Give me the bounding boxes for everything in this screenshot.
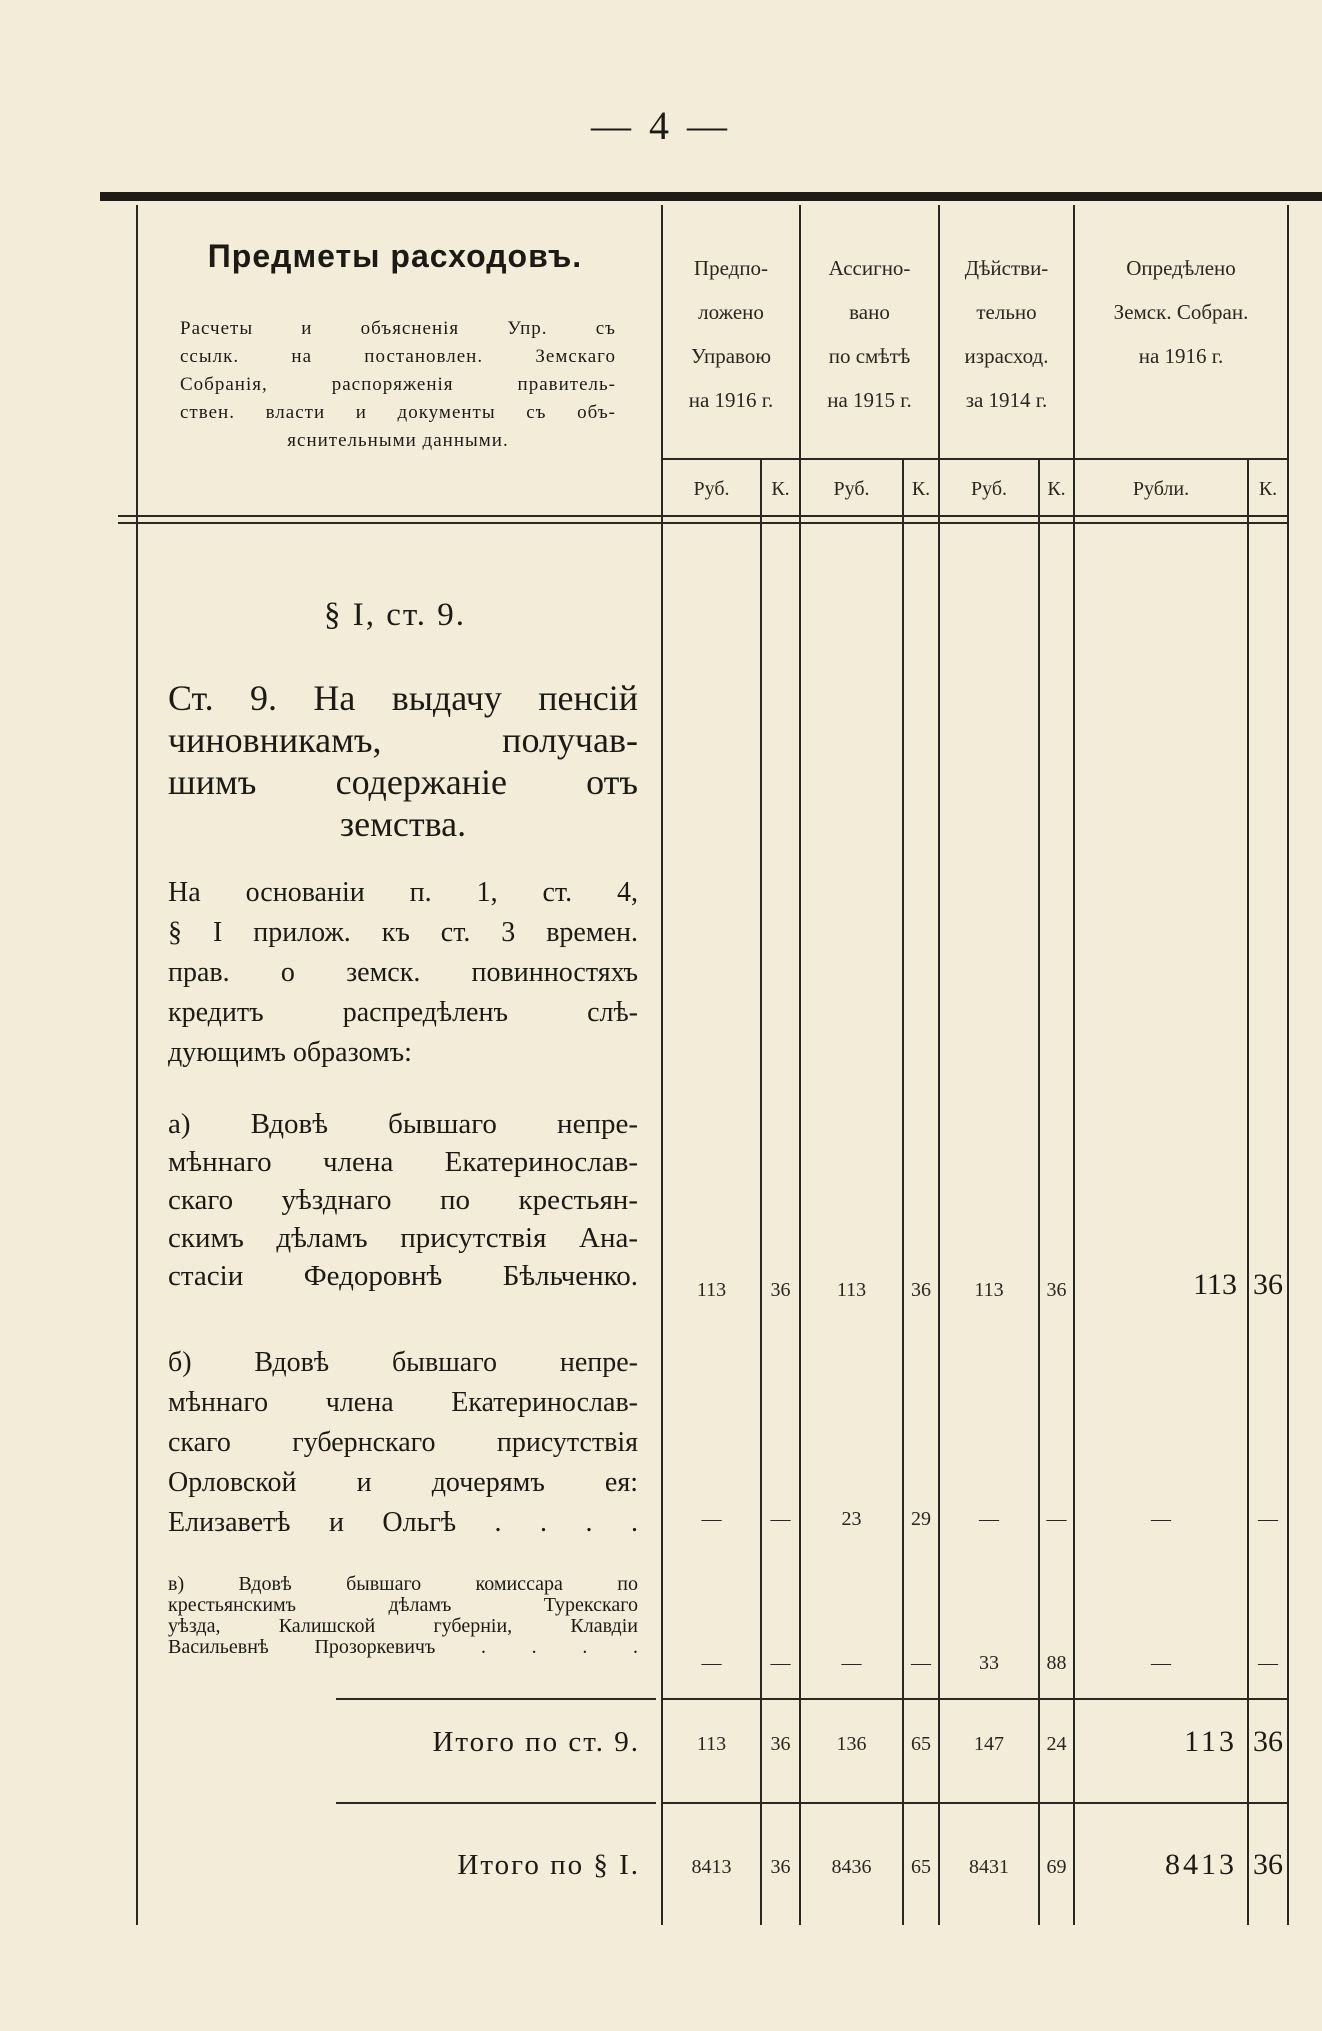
unit-kop-3: К. [1047, 478, 1066, 500]
row-b-determined-rub: — [1151, 1508, 1171, 1530]
row-a-determined-kop: 36 [1253, 1268, 1283, 1301]
item-v-text: в) Вдовѣ бывшаго комиссара по крестьянскимъ дѣламъ Турекскаго уѣзда, Калишской губерніи, Клавдіи Васильевнѣ Прозоркевичъ . . . . [168, 1573, 638, 1658]
row-a-determined-rub: 113 [1193, 1268, 1237, 1301]
kop-divider-4 [1247, 460, 1249, 1925]
column-divider-4 [1073, 205, 1075, 1925]
unit-kop-4: К. [1258, 478, 1278, 500]
page-number: — 4 — [591, 103, 731, 148]
item-b-text: б) Вдовѣ бывшаго непре- мѣннаго члена Екатеринослав- скаго губернскаго присутствія Орловской и дочерямъ ея: Елизаветѣ и Ольгѣ . . . . [168, 1347, 638, 1538]
row-b-spent-kop: — [1046, 1508, 1067, 1530]
total-I-determined-kop: 36 [1253, 1848, 1283, 1881]
total-9-spent-kop: 24 [1046, 1733, 1067, 1755]
row-b-assigned-rub: 23 [841, 1508, 862, 1530]
header-col-proposed: Предпо- ложено Управою на 1916 г. [688, 256, 774, 412]
header-col-assigned: Ассигно- вано по смѣтѣ на 1915 г. [827, 256, 912, 412]
row-v-assigned-kop: — [911, 1652, 931, 1674]
article-heading: Ст. 9. На выдачу пенсій чиновникамъ, получав- шимъ содержаніе отъ земства. [168, 678, 638, 844]
header-note: Расчеты и объясненія Упр. съ ссылк. на постановлен. Земскаго Собранія, распоряженія правитель- ствен. власти и документы съ объ- яснительными данными. [180, 318, 616, 451]
total-9-determined-rub: 113 [1184, 1725, 1237, 1758]
total-9-determined-kop: 36 [1253, 1725, 1283, 1758]
header-col-determined: Опредѣлено Земск. Собран. на 1916 г. [1113, 256, 1249, 368]
total-9-proposed-kop: 36 [770, 1733, 791, 1755]
row-b-assigned-kop: 29 [911, 1508, 931, 1530]
row-v-assigned-rub: — [841, 1652, 862, 1674]
total-9-proposed-rub: 113 [696, 1733, 727, 1755]
unit-rub-2: Руб. [833, 478, 870, 500]
row-v-determined-kop: — [1258, 1652, 1278, 1674]
item-a-text: а) Вдовѣ бывшаго непре- мѣннаго члена Екатеринослав- скаго уѣзднаго по крестьян- скимъ дѣламъ присутствія Ана- стасіи Федоровнѣ Бѣльченко. [168, 1108, 638, 1292]
top-rule [100, 192, 1322, 201]
header-unit-rule [661, 458, 1289, 460]
row-a-assigned-kop: 36 [911, 1279, 931, 1301]
total-I-proposed-kop: 36 [770, 1856, 791, 1878]
row-v-spent-kop: 88 [1046, 1652, 1067, 1674]
total-9-spent-rub: 147 [974, 1733, 1004, 1755]
row-b-proposed-rub: — [701, 1508, 722, 1530]
total-I-assigned-rub: 8436 [831, 1856, 872, 1878]
total-I-spent-rub: 8431 [969, 1856, 1009, 1878]
row-v-determined-rub: — [1151, 1652, 1171, 1674]
section-title: § I, ст. 9. [323, 597, 467, 633]
row-v-spent-rub: 33 [979, 1652, 999, 1674]
row-a-spent-rub: 113 [974, 1279, 1004, 1301]
table-right-border [1287, 205, 1289, 1925]
total-I-assigned-kop: 65 [911, 1856, 931, 1878]
kop-divider-3 [1038, 460, 1040, 1925]
total-rule-2-cols [661, 1802, 1289, 1804]
basis-paragraph: На основаніи п. 1, ст. 4, § I прилож. къ ст. 3 времен. прав. о земск. повинностяхъ кредитъ распредѣленъ слѣ- дующимъ образомъ: [168, 877, 638, 1068]
table-left-border [136, 205, 138, 1925]
kop-divider-1 [760, 460, 762, 1925]
header-col-spent: Дѣйстви- тельно израсход. за 1914 г. [964, 256, 1049, 412]
unit-kop-2: К. [911, 478, 931, 500]
row-a-proposed-rub: 113 [696, 1279, 727, 1301]
total-I-proposed-rub: 8413 [691, 1856, 732, 1878]
header-bottom-rule-2 [118, 522, 1289, 524]
unit-rub-3: Руб. [970, 478, 1008, 500]
total-rule-2 [336, 1802, 656, 1804]
total-rule-1 [336, 1698, 656, 1700]
row-a-assigned-rub: 113 [836, 1279, 867, 1301]
row-a-proposed-kop: 36 [770, 1279, 791, 1301]
total-I-spent-kop: 69 [1046, 1856, 1067, 1878]
total-I-determined-rub: 8413 [1165, 1848, 1237, 1881]
total-9-assigned-rub: 136 [836, 1733, 867, 1755]
total-section-I-label: Итого по § I. [457, 1849, 640, 1881]
row-b-spent-rub: — [979, 1508, 999, 1530]
row-v-proposed-rub: — [701, 1652, 722, 1674]
unit-kop-1: К. [771, 478, 790, 500]
total-9-assigned-kop: 65 [911, 1733, 931, 1755]
row-b-determined-kop: — [1258, 1508, 1278, 1530]
unit-rub-1: Руб. [693, 478, 730, 500]
kop-divider-2 [902, 460, 904, 1925]
unit-rubli-4: Рубли. [1132, 478, 1190, 500]
header-bottom-rule-1 [118, 515, 1289, 517]
row-v-proposed-kop: — [770, 1652, 791, 1674]
row-b-proposed-kop: — [770, 1508, 791, 1530]
total-article-9-label: Итого по ст. 9. [432, 1726, 640, 1758]
row-a-spent-kop: 36 [1046, 1279, 1067, 1301]
total-rule-1-cols [661, 1698, 1289, 1700]
header-title: Предметы расходовъ. [207, 238, 583, 274]
